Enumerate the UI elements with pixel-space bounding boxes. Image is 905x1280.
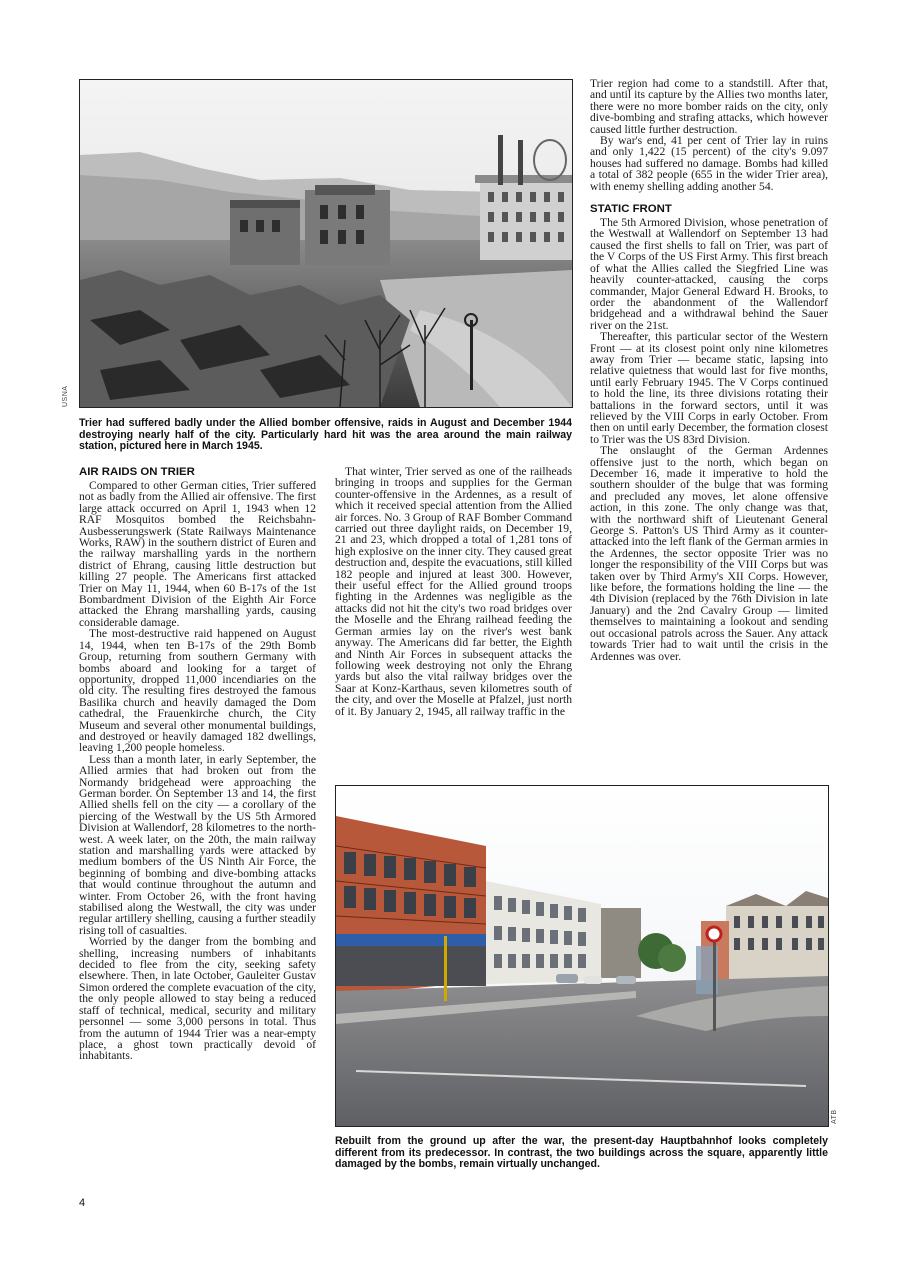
- photo-bottom-caption: Rebuilt from the ground up after the war, the present-day Hauptbahnhof looks completely different from its predecessor. In contrast, the two buildings across the square, apparently little damaged by the bombs, remain virtually unchanged.: [335, 1135, 828, 1171]
- paragraph: Compared to other German cities, Trier suffered not as badly from the Allied air offensive. The first large attack occurred on April 1, 1943 when 12 RAF Mosquitos bombed the Reichsbahn-Ausbesserungswerk (State Railways Maintenance Works, RAW) in the southern district of Euren and the railway marshalling yards in the northern district of Ehrang, causing little destruction but killing 27 people. The Americans first attacked Trier on May 11, 1944, when 60 B-17s of the 1st Bombardment Division of the Eighth Air Force attacked the Ehrang marshalling yards, causing considerable damage.: [79, 479, 316, 629]
- photo-1945-ruins: [79, 79, 573, 408]
- paragraph: Less than a month later, in early September, the Allied armies that had broken out from the Normandy bridgehead were approaching the German border. On September 13 and 14, the first Allied shells fell on the city — a corollary of the piercing of the Westwall by the US 5th Armored Division at Wallendorf, 28 kilometres to the north-west. A week later, on the 20th, the main railway station and marshalling yards were attacked by medium bombers of the US Ninth Air Force, the beginning of bombing and dive-bombing attacks that would continue throughout the autumn and winter. From October 26, with the front having stabilised along the Westwall, the city was under regular artillery shelling, causing a further steadily rising toll of casualties.: [79, 752, 316, 937]
- paragraph: The onslaught of the German Ardennes offensive just to the north, which began on December 16, made it imperative to hold the southern shoulder of the bulge that was forming and precluded any moves, let alone offensive action, in this zone. The only change was that, with the northward shift of Lieutenant General George S. Patton's US Third Army as it counter-attacked into the left flank of the German armies in the Ardennes, the sector opposite Trier was no longer the responsibility of the VIII Corps but was taken over by Third Army's XII Corps. However, like before, the formations holding the line — the 4th Division (replaced by the 76th Division in late January) and the 2nd Cavalry Group — limited themselves to maintaining a lookout and sending out occasional patrols across the Sauer. Any attack towards Trier had to wait until the crisis in the Ardennes was over.: [590, 444, 828, 663]
- paragraph: Trier region had come to a standstill. After that, and until its capture by the Allies two months later, there were no more bomber raids on the city, only dive-bombing and strafing attacks, which however caused little further destruction.: [590, 78, 828, 136]
- paragraph: Worried by the danger from the bombing and shelling, increasing numbers of inhabitants decided to flee from the city, seeking safety elsewhere. Then, in late October, Gauleiter Gustav Simon ordered the complete evacuation of the city, the only people allowed to stay being a reduced staff of technical, medical, security and military personnel — some 3,000 persons in total. Thus from the autumn of 1944 Trier was a near-empty place, a ghost town practically devoid of inhabitants.: [79, 935, 316, 1063]
- photo-1945-illustration: [80, 80, 572, 407]
- article-column-1: [79, 466, 316, 1178]
- paragraph: The 5th Armored Division, whose penetration of the Westwall at Wallendorf on September 13 had caused the first shells to fall on Trier, was part of the V Corps of the US First Army. This first breach of what the Allies called the Siegfried Line was heavily counter-attacked, causing the corps commander, Major General Edward H. Brooks, to order the abandonment of the Wallendorf bridgehead and a withdrawal behind the Sauer river on the 21st.: [590, 216, 828, 332]
- paragraph: The most-destructive raid happened on August 14, 1944, when ten B-17s of the 29th Bomb Group, returning from southern Germany with bombs aboard and looking for a target of opportunity, dropped 11,000 incendiaries on the old city. The resulting fires destroyed the famous Basilika church and heavily damaged the Dom cathedral, the Frauenkirche church, the City Museum and several other monumental buildings, and destroyed or heavily damaged 182 dwellings, leaving 1,200 people homeless.: [79, 627, 316, 755]
- paragraph: Thereafter, this particular sector of the Western Front — at its closest point only nine kilometres away from Trier — became static, lapsing into relative quietness that would last for five months, until early February 1945. The V Corps continued to hold the line, its three divisions rotating their battalions in the forward sectors, until it was relieved by the VIII Corps in early October. From then on until early December, the formation closest to Trier was the US 83rd Division.: [590, 330, 828, 446]
- photo-present-day-station: [335, 785, 829, 1127]
- page-number: 4: [79, 1197, 86, 1209]
- paragraph: That winter, Trier served as one of the railheads bringing in troops and supplies for the German counter-offensive in the Ardennes, as a result of which it received special attention from the Allied air forces. No. 3 Group of RAF Bomber Command carried out three daylight raids, on December 19, 21 and 23, which dropped a total of 1,281 tons of high explosive on the inner city. They caused great destruction and, despite the evacuations, still killed 182 people and injured at least 300. However, their useful effect for the Allied ground troops fighting in the Ardennes was negligible as the attacks did not hit the city's two road bridges over the Moselle and the Ehrang railhead feeding the German armies lay on the river's west bank anyway. The Americans did far better, the Eighth and Ninth Air Forces in subsequent attacks the following week destroying not only the Ehrang yards but also the vital railway bridges over the Saar at Konz-Karthaus, seven kilometres south of the city, and over the Moselle at Pfalzel, just north of it. By January 2, 1945, all railway traffic in the: [335, 466, 572, 718]
- article-column-2: [335, 466, 572, 776]
- photo-present-illustration: [336, 786, 828, 1126]
- heading-air-raids: AIR RAIDS ON TRIER: [79, 466, 195, 478]
- heading-static-front: STATIC FRONT: [590, 203, 672, 216]
- paragraph: By war's end, 41 per cent of Trier lay in ruins and only 1,422 (15 percent) of the city's 9.097 houses had suffered no damage. Bombs had killed a total of 382 people (655 in the wider Trier area), with enemy shelling adding another 54.: [590, 134, 828, 193]
- photo-credit-usna: USNA: [62, 385, 69, 407]
- photo-credit-atb: ATB: [831, 1109, 838, 1124]
- photo-top-caption: Trier had suffered badly under the Allied bomber offensive, raids in August and December 1944 destroying nearly half of the city. Particularly hard hit was the area around the main railway station, pictured here in March 1945.: [79, 417, 572, 453]
- article-column-3: [590, 78, 828, 776]
